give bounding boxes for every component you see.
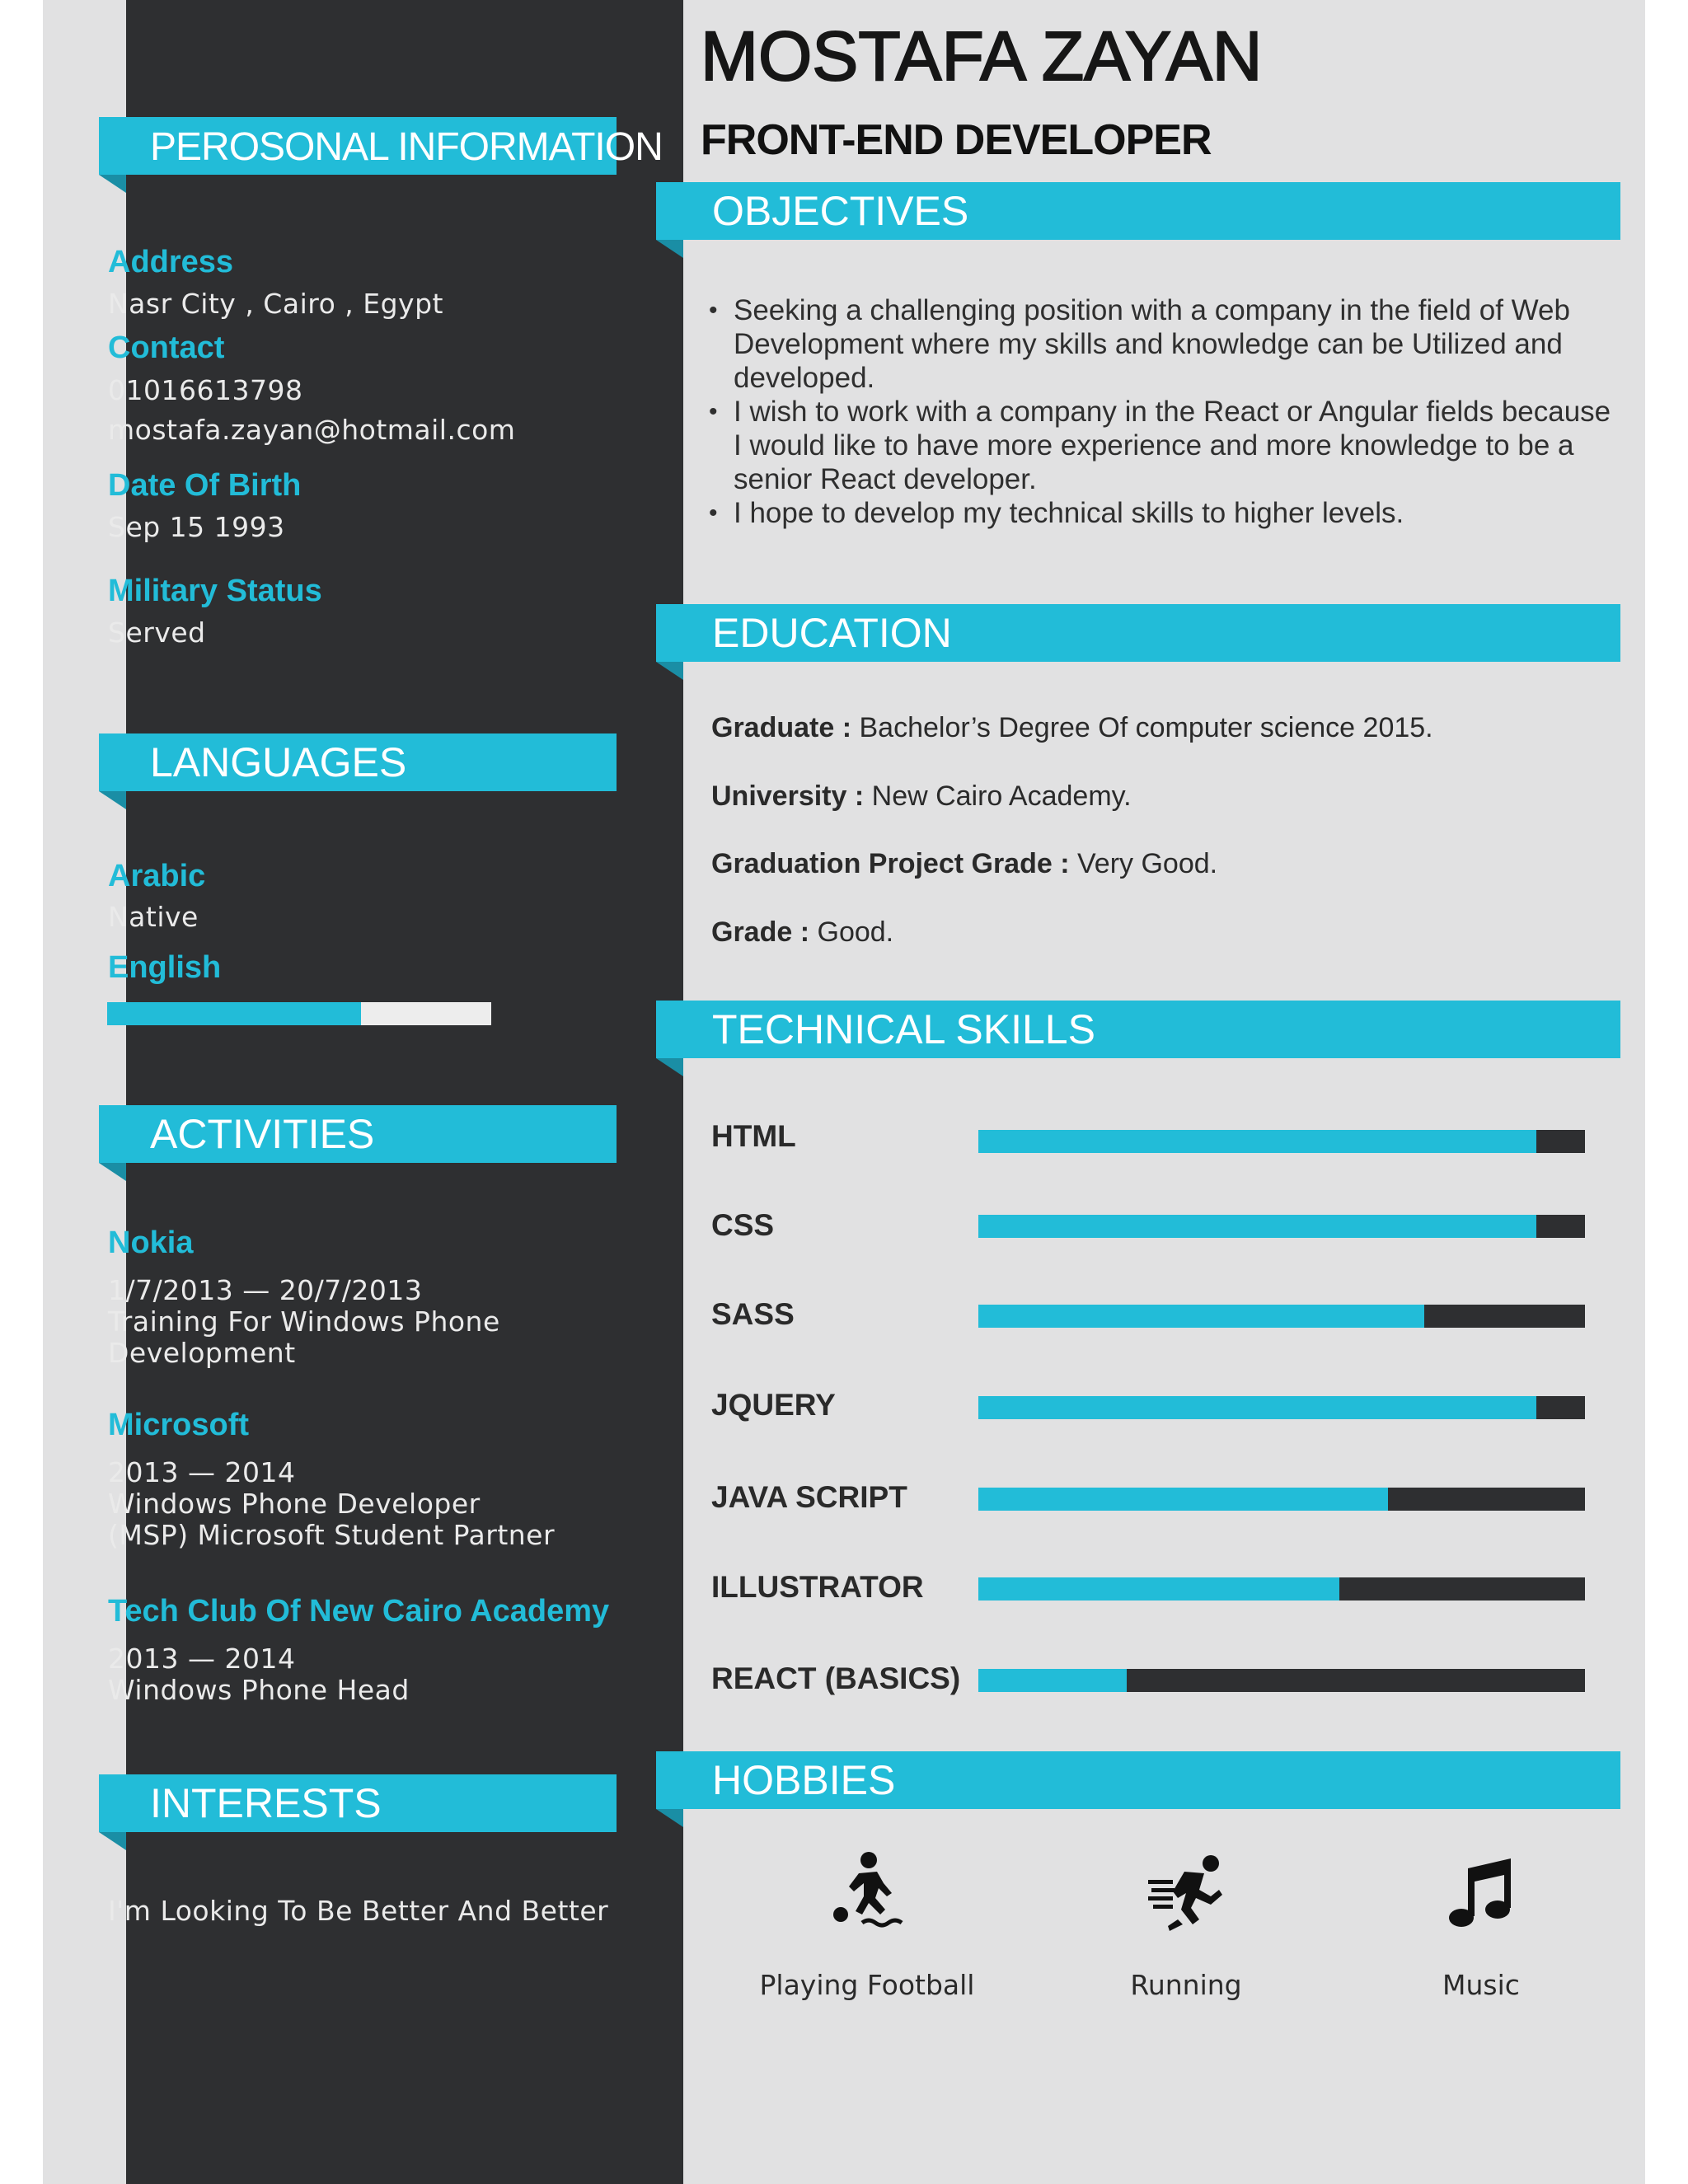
activity-org: Tech Club Of New Cairo Academy — [108, 1594, 610, 1629]
english-level-bar — [107, 1002, 491, 1025]
skill-bar-fill — [978, 1669, 1127, 1692]
education-row — [711, 846, 1217, 881]
dob-value: Sep 15 1993 — [108, 511, 285, 543]
education-value: New Cairo Academy. — [864, 780, 1132, 812]
education-label: University : — [711, 780, 865, 812]
skill-bar — [978, 1130, 1585, 1153]
activity-line: 2013 — 2014 — [108, 1643, 296, 1675]
hobby-football — [731, 1850, 1003, 2002]
address-value: Nasr City , Cairo , Egypt — [108, 288, 443, 320]
activity-line: 1/7/2013 — 20/7/2013 — [108, 1274, 423, 1306]
hobby-running — [1050, 1850, 1322, 2002]
contact-label: Contact — [108, 330, 225, 365]
objective-item: • I hope to develop my technical skills to higher levels. — [709, 496, 1615, 530]
interests-title: INTERESTS — [150, 1780, 382, 1826]
activity-line: (MSP) Microsoft Student Partner — [108, 1519, 556, 1551]
activity-org: Nokia — [108, 1226, 194, 1260]
hobby-music — [1345, 1850, 1617, 2002]
activity-line: Windows Phone Developer — [108, 1488, 481, 1520]
activities-title: ACTIVITIES — [150, 1111, 375, 1157]
languages-banner — [99, 733, 617, 791]
skill-bar — [978, 1577, 1585, 1601]
hobbies-banner — [656, 1751, 1620, 1809]
education-row — [711, 710, 1433, 745]
personal-info-title: PEROSONAL INFORMATION — [150, 125, 663, 169]
email-value: mostafa.zayan@hotmail.com — [108, 414, 516, 446]
address-label: Address — [108, 245, 234, 279]
skill-bar-fill — [978, 1215, 1536, 1238]
activity-line: Development — [108, 1337, 296, 1369]
hobbies-title: HOBBIES — [712, 1757, 896, 1803]
english-level-fill — [107, 1002, 361, 1025]
hobby-label: Playing Football — [759, 1969, 975, 2001]
education-row — [711, 915, 893, 949]
skill-name: REACT (BASICS) — [711, 1661, 961, 1695]
education-label: Grade : — [711, 916, 810, 948]
resume-page — [43, 0, 1645, 2184]
skill-bar — [978, 1215, 1585, 1238]
skill-name: ILLUSTRATOR — [711, 1570, 924, 1604]
activities-banner — [99, 1105, 617, 1163]
objectives-title: OBJECTIVES — [712, 188, 969, 234]
interests-text: I'm Looking To Be Better And Better — [108, 1895, 609, 1927]
football-player-icon — [826, 1850, 908, 1933]
education-value: Very Good. — [1069, 848, 1218, 879]
education-label: Graduate : — [711, 712, 852, 743]
runner-icon — [1145, 1850, 1227, 1933]
military-label: Military Status — [108, 574, 322, 608]
education-title: EDUCATION — [712, 610, 952, 656]
candidate-name: MOSTAFA ZAYAN — [701, 17, 1263, 95]
skill-name: SASS — [711, 1297, 795, 1331]
skill-bar — [978, 1669, 1585, 1692]
education-row — [711, 779, 1132, 813]
skill-bar-fill — [978, 1577, 1339, 1601]
skill-bar-fill — [978, 1130, 1536, 1153]
skill-name: JQUERY — [711, 1388, 836, 1422]
skill-bar-fill — [978, 1305, 1424, 1328]
phone-value: 01016613798 — [108, 374, 303, 406]
skill-bar — [978, 1488, 1585, 1511]
education-label: Graduation Project Grade : — [711, 848, 1070, 879]
candidate-role: FRONT-END DEVELOPER — [701, 116, 1212, 164]
skills-banner — [656, 1001, 1620, 1058]
skill-bar — [978, 1305, 1585, 1328]
skills-title: TECHNICAL SKILLS — [712, 1006, 1095, 1052]
objectives-list — [709, 293, 1615, 530]
objectives-banner — [656, 182, 1620, 240]
skill-bar-fill — [978, 1396, 1536, 1419]
arabic-label: Arabic — [108, 859, 206, 893]
objective-item: • I wish to work with a company in the React or Angular fields because I would like to have more experience and more knowledge to be a senior React developer. — [709, 395, 1615, 496]
objective-item: • Seeking a challenging position with a company in the field of Web Development where my skills and knowledge can be Utilized and developed. — [709, 293, 1615, 395]
skill-name: CSS — [711, 1208, 775, 1242]
music-note-icon — [1440, 1850, 1522, 1933]
english-label: English — [108, 950, 222, 985]
activity-line: Windows Phone Head — [108, 1674, 410, 1706]
skill-bar — [978, 1396, 1585, 1419]
arabic-level: Native — [108, 901, 199, 933]
hobby-label: Music — [1442, 1969, 1520, 2001]
activity-org: Microsoft — [108, 1408, 249, 1442]
hobby-label: Running — [1130, 1969, 1242, 2001]
activity-line: 2013 — 2014 — [108, 1456, 296, 1488]
dob-label: Date Of Birth — [108, 468, 302, 503]
sidebar — [126, 0, 683, 2184]
skill-name: JAVA SCRIPT — [711, 1480, 907, 1514]
military-value: Served — [108, 616, 206, 649]
skill-bar-fill — [978, 1488, 1388, 1511]
education-value: Bachelor’s Degree Of computer science 2015. — [851, 712, 1433, 743]
personal-info-banner — [99, 117, 663, 175]
activity-line: Training For Windows Phone — [108, 1305, 500, 1338]
education-banner — [656, 604, 1620, 662]
interests-banner — [99, 1774, 617, 1832]
languages-title: LANGUAGES — [150, 739, 407, 785]
skill-name: HTML — [711, 1119, 796, 1153]
education-value: Good. — [809, 916, 894, 948]
